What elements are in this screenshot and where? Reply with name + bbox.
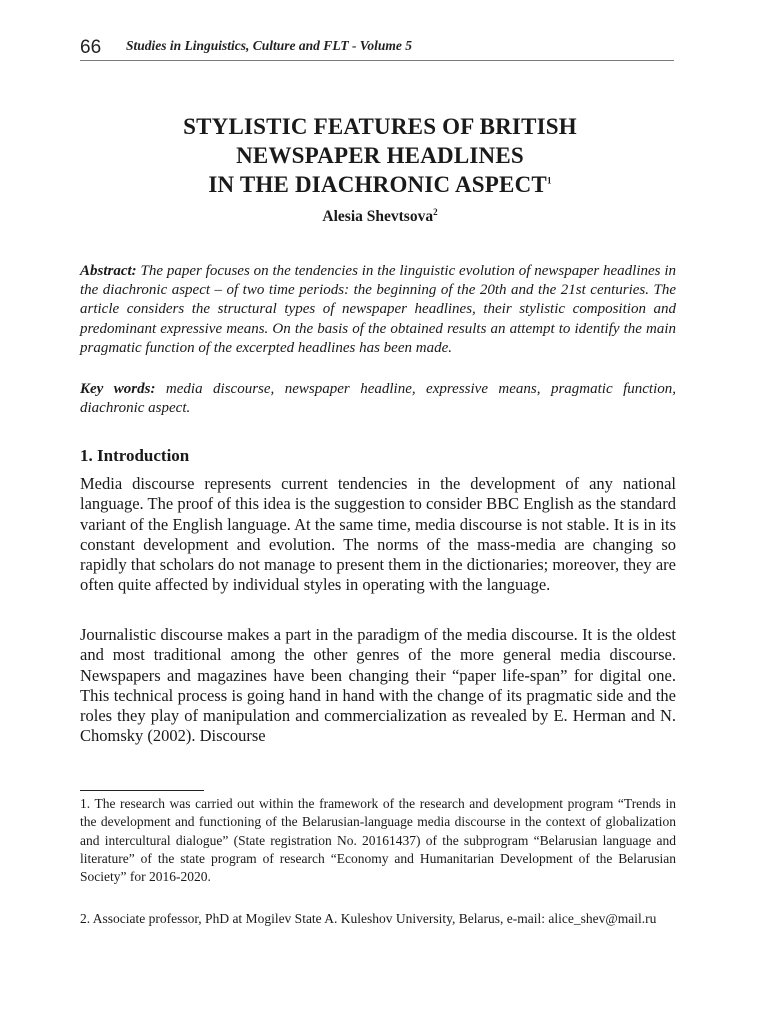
title-line-2: NEWSPAPER HEADLINES	[236, 143, 524, 168]
body-paragraph-2: Journalistic discourse makes a part in the paradigm of the media discourse. It is the oldest and most traditional among the other genres of the more general media discourse. Newspapers and magazines have been changing their “paper life-span” for digital one. This technical process is going hand in hand with the change of its pragmatic side and the roles they play of manipulation and commercialization as revealed by E. Herman and N. Chomsky (2002). Discourse	[80, 625, 676, 746]
keywords-label: Key words:	[80, 381, 156, 397]
author-name-text: Alesia Shevtsova	[322, 208, 434, 225]
keywords	[80, 380, 676, 418]
footnote-1: 1. The research was carried out within the framework of the research and development program “Trends in the development and functioning of the Belarusian-language media discourse in the context of globalization and intercultural dialogue” (State registration No. 20161437) of the subprogram “Belarusian language and literature” of the state program of research “Economy and Humanitarian Development of the Belarusian Society” for 2016-2020.	[80, 796, 676, 885]
title-footnote-marker: 1	[546, 175, 552, 186]
page-number: 66	[80, 37, 102, 58]
abstract	[80, 262, 676, 358]
running-header	[80, 34, 674, 61]
footnote-2: 2. Associate professor, PhD at Mogilev State A. Kuleshov University, Belarus, e-mail: alice_shev@mail.ru	[80, 911, 657, 926]
footnote-separator	[80, 790, 204, 791]
author-name	[80, 208, 680, 226]
body-paragraph-1: Media discourse represents current tendencies in the development of any national language. The proof of this idea is the suggestion to consider BBC English as the standard variant of the English language. At the same time, media discourse is not stable. It is in its constant development and evolution. The norms of the mass-media are changing so rapidly that scholars do not manage to present them in the dictionaries; moreover, they are often quite affected by individual styles in operating with the language.	[80, 474, 676, 595]
journal-name: Studies in Linguistics, Culture and FLT - Volume 5	[126, 38, 412, 53]
title-line-3-text: IN THE DIACHRONIC ASPECT	[208, 172, 547, 197]
abstract-text: The paper focuses on the tendencies in the linguistic evolution of newspaper headlines in the diachronic aspect – of two time periods: the beginning of the 20th and the 21st centuries. The article considers the structural types of newspaper headlines, their stylistic composition and predominant expressive means. On the basis of the obtained results an attempt to identify the main pragmatic function of the excerpted headlines has been made.	[80, 263, 676, 356]
author-footnote-marker: 2	[433, 206, 438, 217]
section-heading-introduction: 1. Introduction	[80, 446, 190, 465]
title-line-1: STYLISTIC FEATURES OF BRITISH	[183, 114, 577, 139]
keywords-text: media discourse, newspaper headline, expressive means, pragmatic function, diachronic aspect.	[80, 381, 676, 417]
title-block	[80, 112, 680, 226]
abstract-label: Abstract:	[80, 263, 137, 279]
title-line-3	[80, 170, 680, 199]
